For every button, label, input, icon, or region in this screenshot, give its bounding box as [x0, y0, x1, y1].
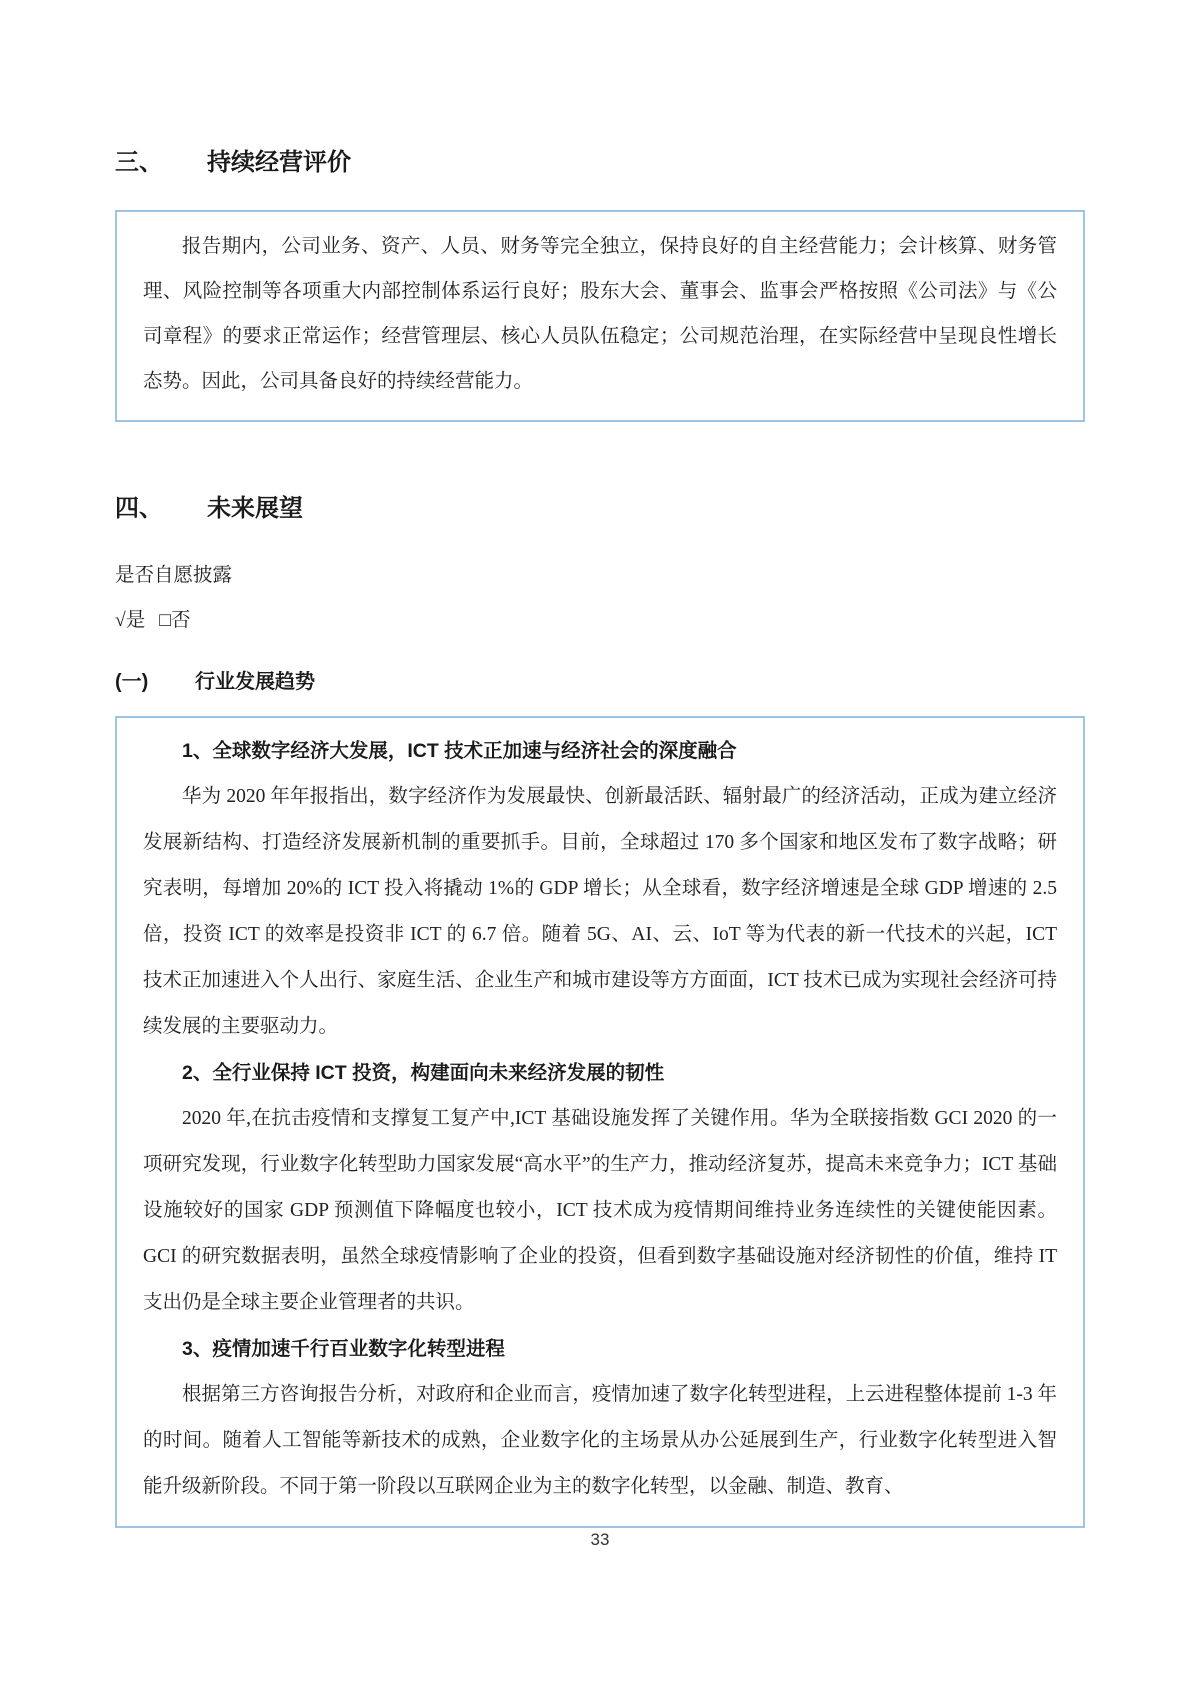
section-number: 三、 — [115, 149, 163, 176]
going-concern-paragraph: 报告期内，公司业务、资产、人员、财务等完全独立，保持良好的自主经营能力；会计核算、财务管理、风险控制等各项重大内部控制体系运行良好；股东大会、董事会、监事会严格按照《公司法》与《公司章程》的要求正常运作；经营管理层、核心人员队伍稳定；公司规范治理，在实际经营中呈现良性增长态势。因此，公司具备良好的持续经营能力。 — [143, 236, 1057, 392]
disclosure-options — [115, 607, 1085, 634]
section-title: 持续经营评价 — [207, 149, 351, 176]
disclosure-option-yes-checked: √是 — [115, 610, 146, 632]
trend-item-2-paragraph: 2020 年,在抗击疫情和支撑复工复产中,ICT 基础设施发挥了关键作用。华为全联接指数 GCI 2020 的一项研究发现，行业数字化转型助力国家发展“高水平”的生产力，推动经济复苏，提高未来竞争力；ICT 基础设施较好的国家 GDP 预测值下降幅度也较小，ICT 技术成为疫情期间维持业务连续性的关键使能因素。GCI 的研究数据表明，虽然全球疫情影响了企业的投资，但看到数字基础设施对经济韧性的价值，维持 IT 支出仍是全球主要企业管理者的共识。 — [143, 1107, 1057, 1313]
trend-item-1-paragraph: 华为 2020 年年报指出，数字经济作为发展最快、创新最活跃、辐射最广的经济活动，正成为建立经济发展新结构、打造经济发展新机制的重要抓手。目前，全球超过 170 多个国家和地区发布了数字战略；研究表明，每增加 20%的 ICT 投入将撬动 1%的 GDP 增长；从全球看，数字经济增速是全球 GDP 增速的 2.5 倍，投资 ICT 的效率是投资非 ICT 的 6.7 倍。随着 5G、AI、云、IoT 等为代表的新一代技术的兴起，ICT 技术正加速进入个人出行、家庭生活、企业生产和城市建设等方方面面，ICT 技术已成为实现社会经济可持续发展的主要驱动力。 — [143, 785, 1057, 1037]
section-title: 未来展望 — [207, 495, 303, 522]
subsection-title: 行业发展趋势 — [195, 670, 315, 693]
trend-item-3-paragraph: 根据第三方咨询报告分析，对政府和企业而言，疫情加速了数字化转型进程，上云进程整体提前 1-3 年的时间。随着人工智能等新技术的成熟，企业数字化的主场景从办公延展到生产，行业数字化转型进入智能升级新阶段。不同于第一阶段以互联网企业为主的数字化转型，以金融、制造、教育、 — [143, 1383, 1057, 1497]
trend-item-3-heading: 3、疫情加速千行百业数字化转型进程 — [182, 1337, 505, 1360]
subsection-heading-industry-trends — [115, 665, 1085, 694]
subsection-number: (一) — [115, 670, 149, 693]
industry-trends-box — [115, 716, 1085, 1528]
disclosure-question: 是否自愿披露 — [115, 565, 233, 586]
trend-item-2-heading: 2、全行业保持 ICT 投资，构建面向未来经济发展的韧性 — [182, 1061, 665, 1084]
going-concern-box — [115, 210, 1085, 422]
page-number: 33 — [590, 1530, 610, 1549]
section-number: 四、 — [115, 495, 163, 522]
disclosure-option-no-unchecked: □否 — [159, 610, 191, 632]
section-heading-going-concern — [115, 148, 1085, 178]
trend-item-1-heading: 1、全球数字经济大发展，ICT 技术正加速与经济社会的深度融合 — [182, 739, 737, 762]
section-heading-outlook — [115, 494, 1085, 524]
